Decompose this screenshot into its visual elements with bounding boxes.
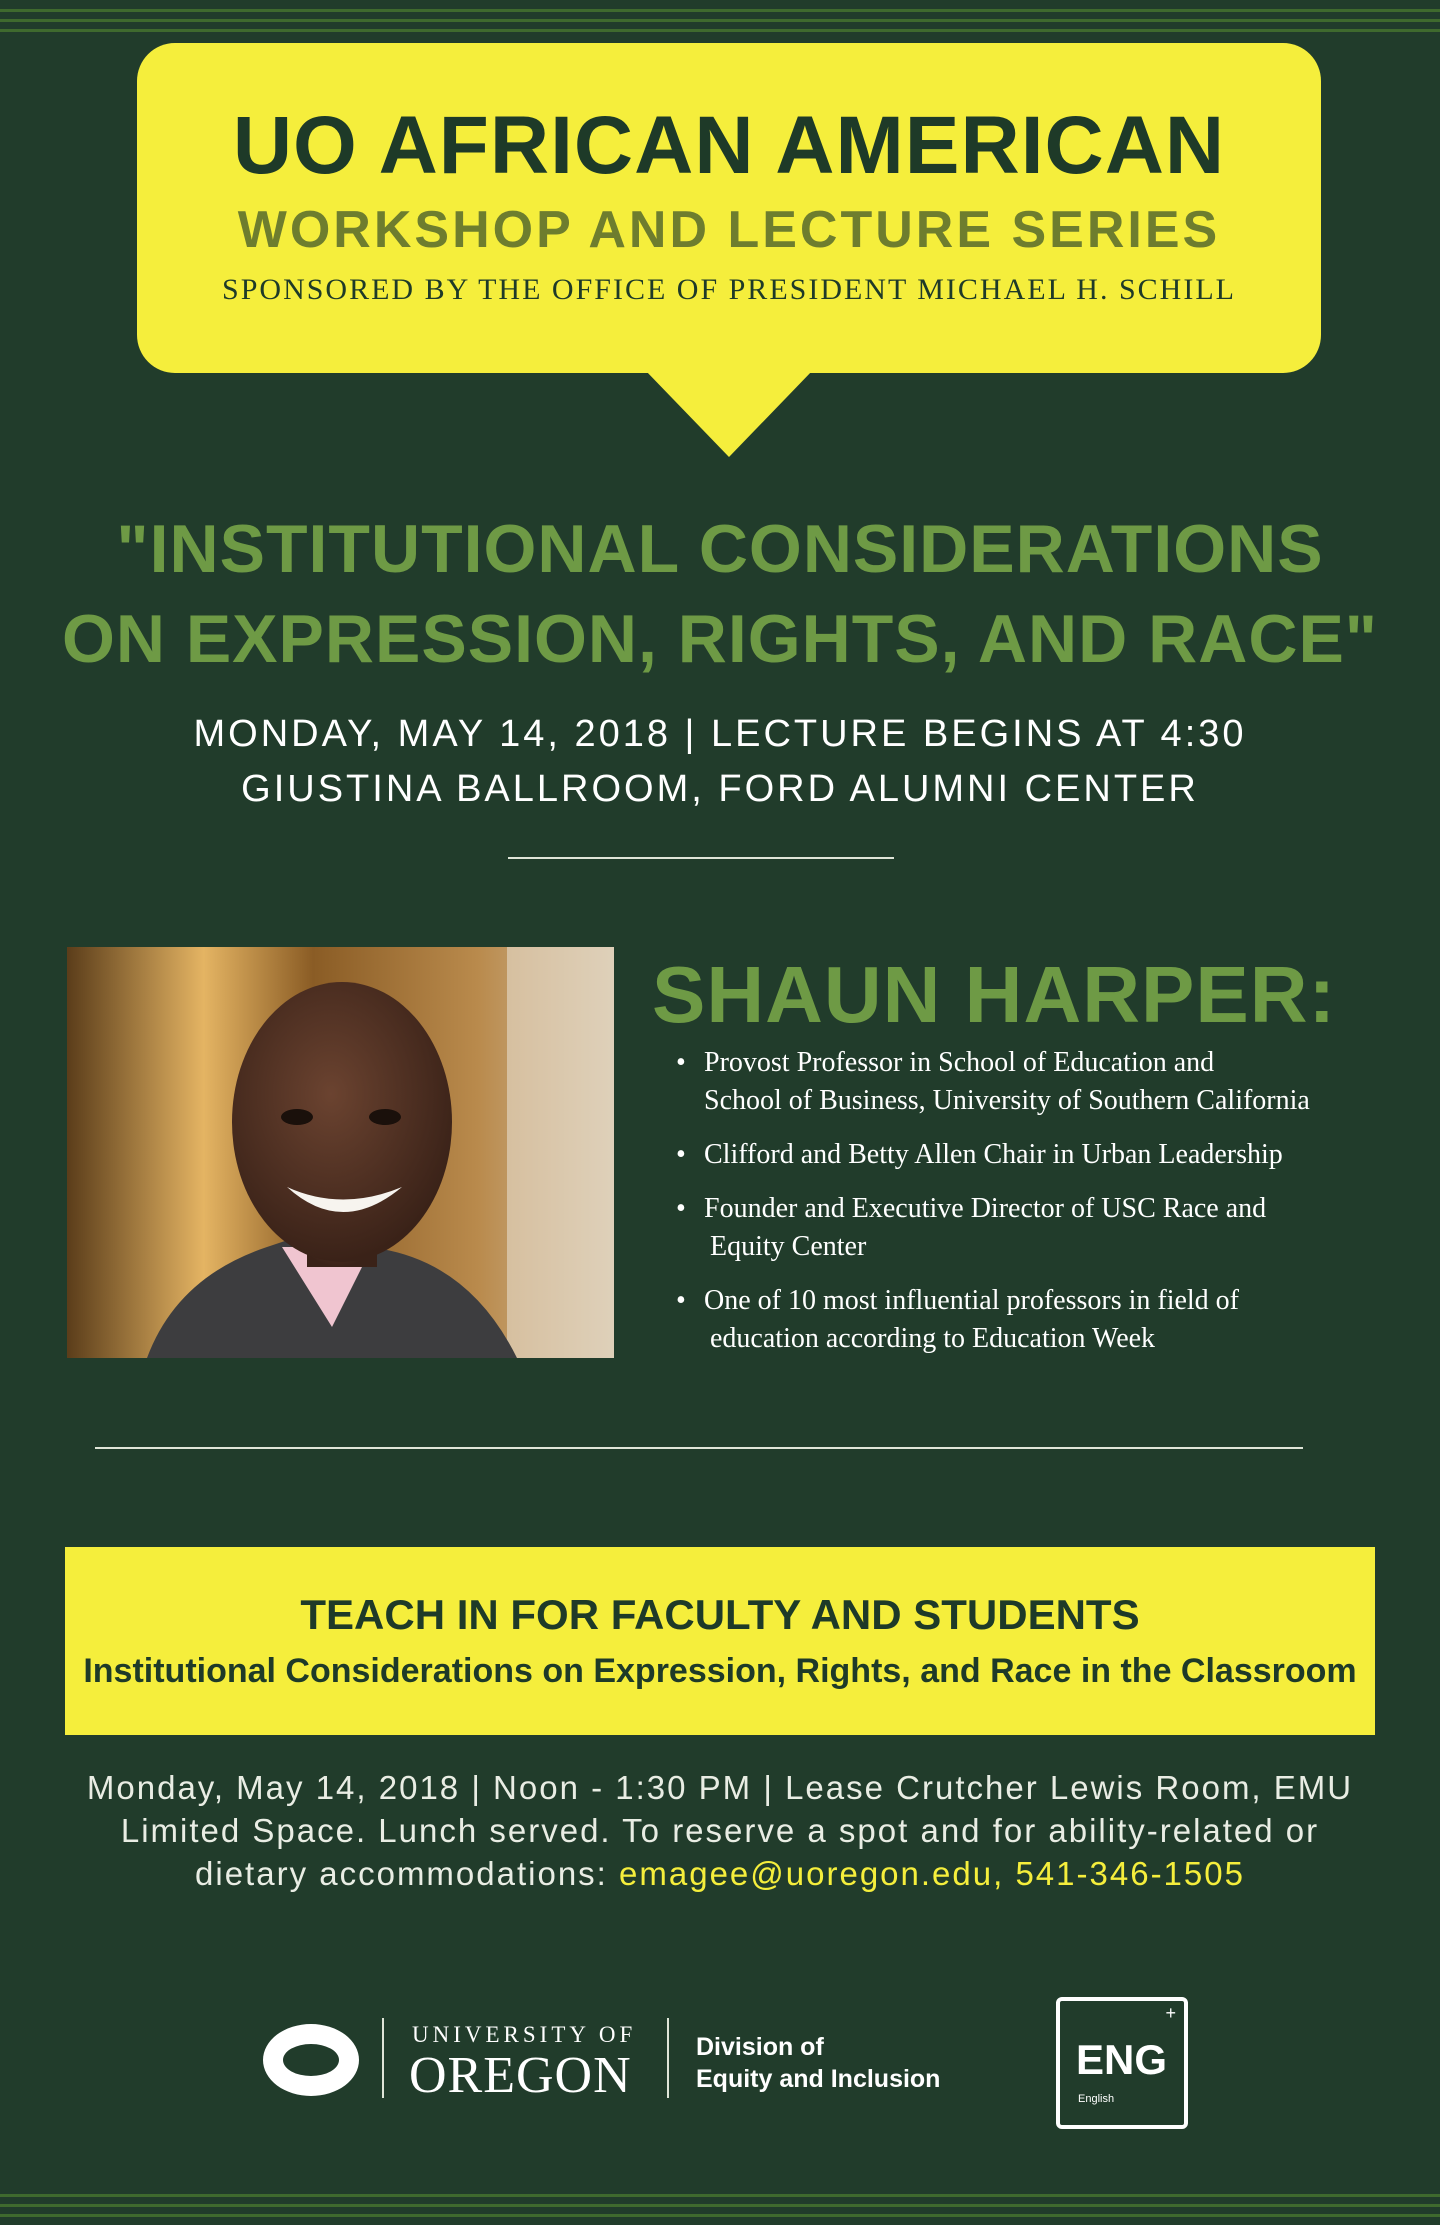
bottom-stripe-3 (0, 2214, 1440, 2217)
lecture-title-line1: "INSTITUTIONAL CONSIDERATIONS (116, 511, 1324, 587)
lecture-location: GIUSTINA BALLROOM, FORD ALUMNI CENTER (241, 768, 1199, 810)
speaker-name: SHAUN HARPER: (652, 950, 1337, 1039)
bottom-stripe-1 (0, 2194, 1440, 2197)
lecture-title-line2: ON EXPRESSION, RIGHTS, AND RACE" (61, 601, 1379, 677)
bottom-stripe-2 (0, 2204, 1440, 2207)
bio-line: School of Business, University of Southern California (704, 1085, 1310, 1116)
speaker-photo (67, 947, 614, 1358)
contact-email-phone[interactable]: emagee@uoregon.edu, 541-346-1505 (619, 1855, 1245, 1892)
bio-line: Clifford and Betty Allen Chair in Urban Leadership (704, 1139, 1283, 1170)
university-of-label: UNIVERSITY OF (412, 2022, 637, 2047)
teach-in-space-line: Limited Space. Lunch served. To reserve a spot and for ability-related or (120, 1812, 1320, 1849)
bullet-icon: • (676, 1139, 686, 1170)
logo-divider-1 (382, 2018, 384, 2098)
logo-divider-2 (667, 2018, 669, 2098)
bio-item (672, 1136, 1412, 1174)
plus-icon: + (1165, 2003, 1176, 2023)
bio-line: Equity Center (710, 1231, 867, 1262)
teach-in-title: TEACH IN FOR FACULTY AND STUDENTS (300, 1591, 1140, 1638)
teach-in-details (40, 1766, 1400, 1895)
bullet-icon: • (676, 1193, 686, 1224)
bio-line: Provost Professor in School of Education and (704, 1047, 1215, 1078)
division-name (696, 2031, 940, 2095)
sponsor-line: SPONSORED BY THE OFFICE OF PRESIDENT MICHAEL H. SCHILL (222, 273, 1236, 306)
division-line1: Division of (696, 2033, 824, 2061)
contact-prefix: dietary accommodations: (195, 1855, 608, 1892)
teach-in-date-line: Monday, May 14, 2018 | Noon - 1:30 PM | Lease Crutcher Lewis Room, EMU (86, 1769, 1354, 1806)
bio-item (672, 1190, 1412, 1266)
divider-long (95, 1447, 1303, 1449)
language-name: English (1078, 2093, 1115, 2105)
bio-item (672, 1044, 1412, 1120)
teach-in-subtitle: Institutional Considerations on Expression, Rights, and Race in the Classroom (83, 1652, 1357, 1690)
bio-line: Founder and Executive Director of USC Race and (704, 1193, 1267, 1224)
bio-line: education according to Education Week (710, 1323, 1156, 1354)
o-mark-icon (263, 2024, 359, 2096)
division-line2: Equity and Inclusion (696, 2065, 941, 2093)
lecture-date-time: MONDAY, MAY 14, 2018 | LECTURE BEGINS AT 4:30 (193, 713, 1247, 755)
oregon-wordmark: OREGON (409, 2047, 632, 2104)
teach-in-banner (65, 1547, 1375, 1735)
bullet-icon: • (676, 1285, 686, 1316)
speaker-bio-list (672, 1044, 1412, 1374)
series-subtitle: WORKSHOP AND LECTURE SERIES (237, 201, 1221, 259)
language-badge-icon[interactable] (1056, 1997, 1188, 2129)
series-title: UO AFRICAN AMERICAN (232, 100, 1226, 191)
bio-line: One of 10 most influential professors in field of (704, 1285, 1240, 1316)
divider-short (508, 857, 894, 859)
bio-item (672, 1282, 1412, 1358)
bullet-icon: • (676, 1047, 686, 1078)
teach-in-contact-line (40, 1852, 1400, 1895)
series-header-bubble (137, 43, 1321, 373)
language-code: ENG (1076, 2036, 1168, 2083)
